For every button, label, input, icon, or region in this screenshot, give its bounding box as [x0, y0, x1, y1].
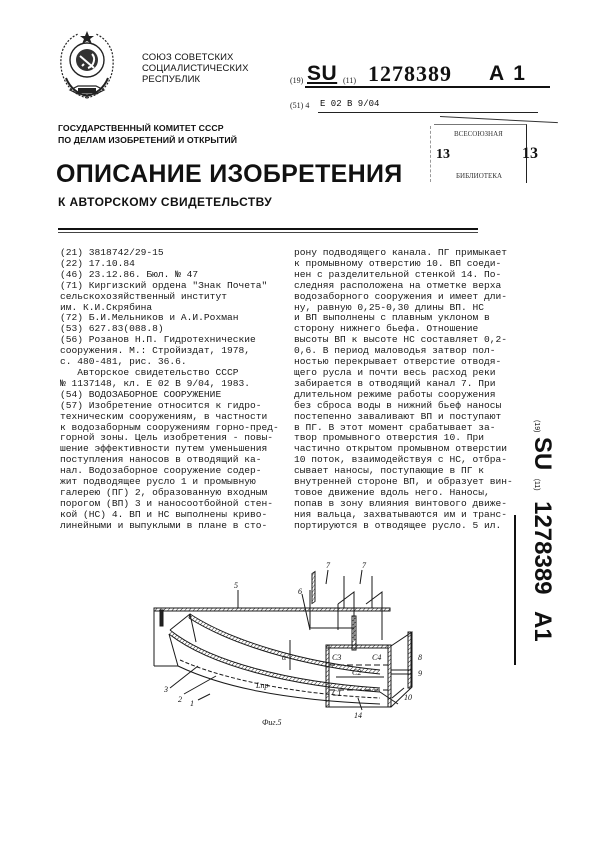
abstract-line: ния вальца, захватываются им и транс-: [294, 508, 508, 520]
abstract-line: забирается в отводящий канал 7. При: [294, 377, 496, 389]
abstract-line: сывает наносы, поступающие в ПГ к: [294, 465, 484, 477]
abstract-line: высоты ВП к высоте НС составляет 0,2-: [294, 334, 508, 346]
biblio-line: сооружения. М.: Стройиздат, 1978,: [60, 345, 250, 357]
biblio-line: к водозаборным сооружениям горно-пред-: [60, 421, 279, 433]
side-kind-code: A1: [529, 610, 556, 642]
biblio-line: жит подводящее русло 1 и промывную: [60, 476, 256, 488]
top-slab: [154, 608, 390, 611]
biblio-line: (72) Б.И.Мельников и А.И.Рохман: [60, 312, 239, 324]
code-11: (11): [343, 76, 357, 85]
abstract-line: водозаборного сооружения и имеет дли-: [294, 290, 508, 302]
biblio-left-column: [60, 248, 279, 532]
abstract-line: сторону нижнего бьефа. Отношение: [294, 323, 479, 335]
abstract-line: частично открытом промывном отверстии: [294, 443, 508, 455]
fig-label-7a: 7: [326, 561, 330, 570]
abstract-line: товое движение вдоль него. Наносы,: [294, 486, 490, 498]
code-19: (19): [290, 76, 304, 85]
fig-label-14: 14: [354, 711, 362, 720]
abstract-line: рону подводящего канала. ПГ примыкает: [294, 247, 508, 258]
fig-label-c1: C1: [332, 689, 342, 698]
side-patent-number: 1278389: [529, 501, 556, 595]
authority-line-2: ПО ДЕЛАМ ИЗОБРЕТЕНИЙ И ОТКРЫТИЙ: [58, 135, 238, 145]
abstract-line: ностью перекрывает отверстие отводя-: [294, 356, 502, 368]
fig-label-9: 9: [418, 669, 422, 678]
fig-label-alpha: α: [282, 653, 287, 662]
biblio-line: нал. Водозаборное сооружение содер-: [60, 465, 262, 477]
figure-5-drawing: [140, 561, 430, 720]
biblio-line: техническим сооружениям, в частности: [60, 410, 268, 422]
abstract-line: попав в зону влияния винтового движе-: [294, 497, 508, 509]
fig-label-c2: C2: [352, 668, 362, 677]
biblio-line: линейными и выпуклыми в плане в сто-: [60, 519, 268, 531]
biblio-line: Авторское свидетельство СССР: [60, 366, 239, 378]
biblio-line: шение эффективности путем уменьшения: [60, 443, 268, 455]
fig-label-2: 2: [178, 695, 182, 704]
abstract-line: без сброса воды в нижний бьеф наносы: [294, 399, 502, 411]
biblio-line: (46) 23.12.86. Бюл. № 47: [60, 268, 199, 280]
kind-code: A 1: [489, 62, 527, 85]
stamp-mark-left: 13: [436, 147, 450, 162]
ipc-underline: [318, 112, 538, 113]
biblio-line: им. К.И.Скрябина: [60, 301, 153, 313]
fig-label-c4: C4: [372, 653, 382, 662]
country-line-2: СОЦИАЛИСТИЧЕСКИХ: [142, 63, 249, 74]
stamp-line-1: ВСЕСОЮЗНАЯ: [454, 130, 503, 138]
abstract-line: 0,6. В период маловодья затвор пол-: [294, 345, 496, 357]
abstract-line: в ПГ. В этот момент срабатывает за-: [294, 421, 496, 433]
country-line-3: РЕСПУБЛИК: [142, 74, 201, 85]
biblio-line: (56) Розанов Н.П. Гидротехнические: [60, 334, 256, 346]
stamp-line-3: БИБЛИОТЕКА: [456, 172, 503, 180]
header-rule: [58, 228, 478, 230]
abstract-line: следняя расположена на отметке верха: [294, 279, 502, 291]
stamp-mark-right: 13: [522, 145, 538, 162]
fig-label-lpr: Lпр: [256, 681, 269, 690]
abstract-line: к промывному отверстию 10. ВП соеди-: [294, 257, 502, 269]
number-underline: [305, 86, 550, 88]
side-code-11: (11): [533, 478, 540, 491]
biblio-line: кой (НС) 4. ВП и НС выполнены криво-: [60, 508, 268, 520]
biblio-line: (21) 3818742/29-15: [60, 247, 164, 258]
abstract-line: твор промывного отверстия 10. При: [294, 432, 484, 444]
ipc-prefix: (51) 4: [290, 101, 310, 110]
biblio-line: галерею (ПГ) 2, образованную входным: [60, 486, 268, 498]
threshold-curve: [170, 630, 380, 688]
abstract-line: портируются в отводящее русло. 5 ил.: [294, 519, 502, 531]
biblio-line: сельскохозяйственный институт: [60, 290, 227, 302]
fig-label-8: 8: [418, 653, 422, 662]
biblio-line: (57) Изобретение относится к гидро-: [60, 399, 262, 411]
side-country-code: SU: [529, 436, 556, 471]
patent-number: 1278389: [368, 61, 452, 86]
fig-label-5: 5: [234, 581, 238, 590]
side-code-19: (19): [533, 420, 540, 433]
biblio-line: с. 480-481, рис. 36.6.: [60, 356, 187, 368]
biblio-line: (53) 627.83(088.8): [60, 323, 164, 335]
ipc-classification: E 02 B 9/04: [320, 99, 380, 109]
biblio-line: порогом (ВП) 3 и наносоотбойной стен-: [60, 497, 274, 509]
country-code: SU: [307, 62, 338, 85]
side-rule: [514, 515, 516, 665]
stamp-border-left: [430, 126, 432, 182]
abstract-line: постепенно заваливают ВП и поступают: [294, 410, 502, 422]
fig-label-6: 6: [298, 587, 302, 596]
authority-line-1: ГОСУДАРСТВЕННЫЙ КОМИТЕТ СССР: [58, 123, 224, 133]
abstract-line: внутренней стороне ВП, и образует вин-: [294, 476, 513, 488]
abstract-line: и ВП выполнены с плавным уклоном в: [294, 312, 490, 324]
biblio-line: № 1137148, кл. E 02 B 9/04, 1983.: [60, 377, 250, 389]
abstract-right-column: [294, 248, 513, 532]
figure-caption: Фиг.5: [262, 718, 282, 727]
fig-label-7b: 7: [362, 561, 366, 570]
abstract-line: щего русла и почти весь расход реки: [294, 366, 496, 378]
header-rule-thin: [58, 232, 478, 233]
abstract-line: нен с разделительной стенкой 14. По-: [294, 268, 502, 280]
biblio-line: (71) Киргизский ордена "Знак Почета": [60, 279, 268, 291]
biblio-line: горной зоны. Цель изобретения - повы-: [60, 432, 274, 444]
abstract-line: ну, равную 0,25-0,30 длины ВП. НС: [294, 301, 484, 313]
country-line-1: СОЮЗ СОВЕТСКИХ: [142, 52, 234, 63]
abstract-line: длительном режиме работы сооружения: [294, 388, 496, 400]
abstract-line: 10 поток, взаимодействуя с НС, отбра-: [294, 454, 508, 466]
document-title: ОПИСАНИЕ ИЗОБРЕТЕНИЯ: [56, 160, 403, 188]
biblio-line: (22) 17.10.84: [60, 257, 135, 269]
ussr-emblem-icon: [56, 28, 118, 102]
fig-label-3: 3: [164, 685, 168, 694]
document-subtitle: К АВТОРСКОМУ СВИДЕТЕЛЬСТВУ: [58, 195, 273, 209]
fig-label-10: 10: [404, 693, 412, 702]
biblio-line: поступления наносов в отводящий ка-: [60, 454, 262, 466]
ipc-underline-extension: [440, 116, 558, 123]
biblio-line: (54) ВОДОЗАБОРНОЕ СООРУЖЕНИЕ: [60, 388, 222, 400]
fig-label-1: 1: [190, 699, 194, 708]
fig-label-c3: C3: [332, 653, 342, 662]
